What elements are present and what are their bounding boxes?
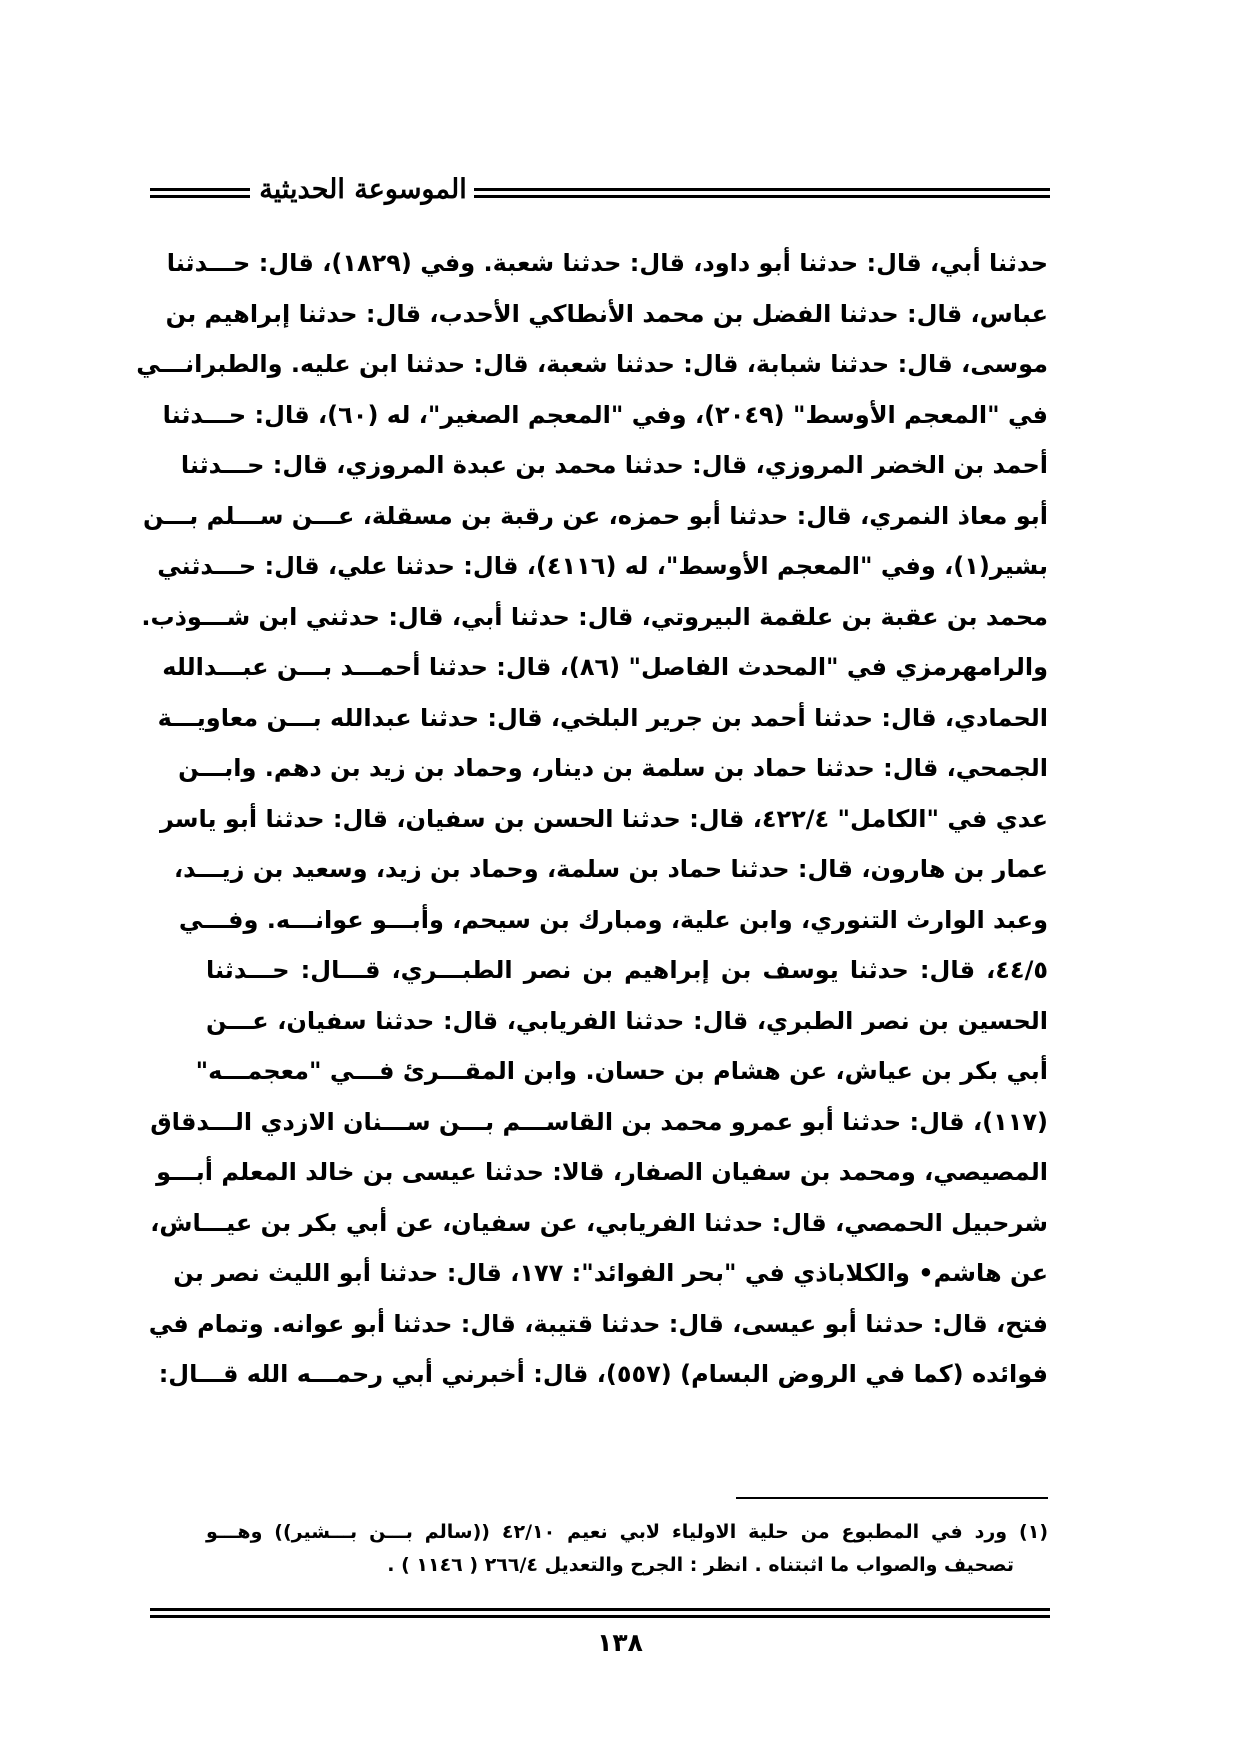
text-line: أبو معاذ النمري، قال: حدثنا أبو حمزه، عن رقبة بن مسقلة، عـــن ســـلم بـــن [143,501,1048,530]
header-title: الموسوعة الحديثية [259,174,467,205]
text-line: فتح، قال: حدثنا أبو عيسى، قال: حدثنا قتيبة، قال: حدثنا أبو عوانه. وتمام في [148,1309,1048,1338]
text-line: والرامهرمزي في "المحدث الفاصل" (٨٦)، قال: حدثنا أحمـــد بـــن عبـــدالله [162,653,1048,681]
text-line: موسى، قال: حدثنا شبابة، قال: حدثنا شعبة، قال: حدثنا ابن عليه. والطبرانـــي [136,350,1048,378]
page-number: ١٣٨ [597,1628,643,1657]
text-line: محمد بن عقبة بن علقمة البيروتي، قال: حدثنا أبي، قال: حدثني ابن شـــوذب. [141,602,1048,631]
text-line: فوائده (كما في الروض البسام) (٥٥٧)، قال: أخبرني أبي رحمـــه الله قـــال: [158,1360,1048,1388]
text-line: شرحبيل الحمصي، قال: حدثنا الفريابي، عن سفيان، عن أبي بكر بن عيـــاش، [150,1208,1048,1237]
footnote-line-1: (١) ورد في المطبوع من حلية الاولياء لابي نعيم ٤٢/١٠ ((سالم بـــن بـــشير)) وهـــو [206,1521,1048,1543]
body-text [136,238,1048,1400]
text-line: عن هاشم• والكلاباذي في "بحر الفوائد": ١٧٧، قال: حدثنا أبو الليث نصر بن [173,1259,1048,1287]
text-line: الجمحي، قال: حدثنا حماد بن سلمة بن دينار، وحماد بن زيد بن دهم. وابـــن [178,754,1048,782]
header-rule-left [150,188,250,198]
running-header [150,170,1050,210]
text-line: وعبد الوارث التنوري، وابن علية، ومبارك بن سيحم، وأبـــو عوانـــه. وفـــي [178,905,1048,934]
text-line: حدثنا أبي، قال: حدثنا أبو داود، قال: حدثنا شعبة. وفي (١٨٢٩)، قال: حـــدثنا [166,249,1048,277]
footer-rule [150,1608,1050,1618]
text-line: الحسين بن نصر الطبري، قال: حدثنا الفريابي، قال: حدثنا سفيان، عـــن [206,1006,1048,1035]
text-line: أحمد بن الخضر المروزي، قال: حدثنا محمد بن عبدة المروزي، قال: حـــدثنا [180,451,1048,479]
text-line: المصيصي، ومحمد بن سفيان الصفار، قالا: حدثنا عيسى بن خالد المعلم أبـــو [156,1158,1048,1186]
footnote-line-2: تصحيف والصواب ما اثبتناه . انظر : الجرح والتعديل ٢٦٦/٤ ( ١١٤٦ ) . [387,1554,1014,1576]
text-line: عدي في "الكامل" ٤٢٢/٤، قال: حدثنا الحسن بن سفيان، قال: حدثنا أبو ياسر [159,804,1048,833]
text-line: عمار بن هارون، قال: حدثنا حماد بن سلمة، وحماد بن زيد، وسعيد بن زيـــد، [174,855,1048,883]
footnote-separator [736,1497,1048,1499]
text-line: بشير(١)، وفي "المعجم الأوسط"، له (٤١١٦)، قال: حدثنا علي، قال: حـــدثني [157,552,1048,580]
text-line: أبي بكر بن عياش، عن هشام بن حسان. وابن المقـــرئ فـــي "معجمـــه" [195,1057,1048,1085]
text-line: عباس، قال: حدثنا الفضل بن محمد الأنطاكي الأحدب، قال: حدثنا إبراهيم بن [165,299,1048,328]
text-line: في "المعجم الأوسط" (٢٠٤٩)، وفي "المعجم الصغير"، له (٦٠)، قال: حـــدثنا [162,400,1048,429]
text-line: ٤٤/٥، قال: حدثنا يوسف بن إبراهيم بن نصر الطبـــري، قـــال: حـــدثنا [206,956,1048,984]
header-rule-right [474,188,1050,198]
text-line: (١١٧)، قال: حدثنا أبو عمرو محمد بن القاســـم بـــن ســـنان الازدي الـــدقاق [150,1107,1048,1136]
text-line: الحمادي، قال: حدثنا أحمد بن جرير البلخي، قال: حدثنا عبدالله بـــن معاويـــة [157,703,1048,732]
